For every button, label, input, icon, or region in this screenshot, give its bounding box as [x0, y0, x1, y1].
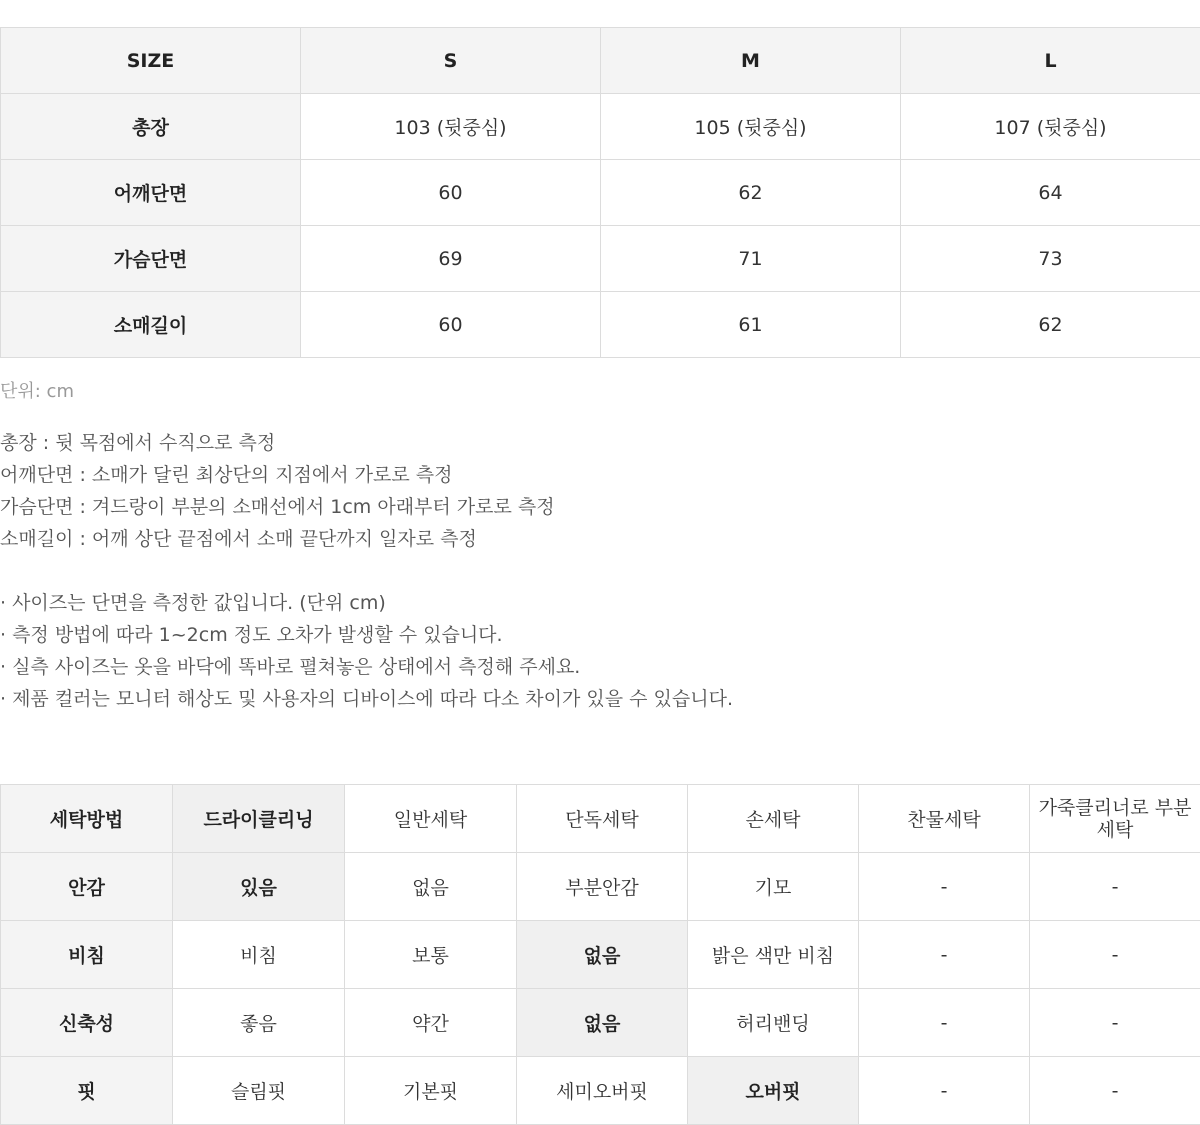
care-option: 허리밴딩 — [688, 989, 859, 1057]
care-row-stretch — [1, 989, 1200, 1057]
size-header-l: L — [901, 28, 1200, 94]
size-cell: 62 — [601, 160, 901, 226]
size-cell: 60 — [301, 160, 601, 226]
care-option: - — [859, 921, 1030, 989]
size-row-length — [1, 94, 1200, 160]
care-option: 단독세탁 — [517, 785, 688, 853]
care-option: 일반세탁 — [345, 785, 517, 853]
size-header-label: SIZE — [1, 28, 301, 94]
size-row-label: 어깨단면 — [1, 160, 301, 226]
care-option: 세미오버핏 — [517, 1057, 688, 1125]
care-option: 드라이클리닝 — [173, 785, 345, 853]
size-cell: 61 — [601, 292, 901, 358]
size-row-label: 소매길이 — [1, 292, 301, 358]
care-row-washing — [1, 785, 1200, 853]
size-cell: 71 — [601, 226, 901, 292]
care-option: - — [859, 853, 1030, 921]
size-row-label: 가슴단면 — [1, 226, 301, 292]
care-row-lining — [1, 853, 1200, 921]
size-cell: 62 — [901, 292, 1200, 358]
care-option: 약간 — [345, 989, 517, 1057]
care-row-label: 신축성 — [1, 989, 173, 1057]
care-option: - — [1030, 1057, 1200, 1125]
size-cell: 60 — [301, 292, 601, 358]
size-header-row — [1, 28, 1200, 94]
measurement-definitions — [0, 427, 555, 555]
unit-note: 단위: cm — [0, 381, 74, 402]
size-row-chest — [1, 226, 1200, 292]
size-cell: 64 — [901, 160, 1200, 226]
size-tips — [0, 587, 733, 715]
care-row-label: 안감 — [1, 853, 173, 921]
care-row-label: 핏 — [1, 1057, 173, 1125]
tip-line: · 실측 사이즈는 옷을 바닥에 똑바로 펼쳐놓은 상태에서 측정해 주세요. — [0, 656, 581, 678]
care-option: - — [859, 989, 1030, 1057]
care-option: 없음 — [517, 989, 688, 1057]
size-header-m: M — [601, 28, 901, 94]
care-row-label: 세탁방법 — [1, 785, 173, 853]
care-option: 밝은 색만 비침 — [688, 921, 859, 989]
care-option: 없음 — [517, 921, 688, 989]
care-option: 슬림핏 — [173, 1057, 345, 1125]
size-cell: 107 (뒷중심) — [901, 94, 1200, 160]
size-table — [0, 27, 1200, 358]
care-option: - — [1030, 853, 1200, 921]
size-cell: 73 — [901, 226, 1200, 292]
size-cell: 105 (뒷중심) — [601, 94, 901, 160]
care-option: 가죽클리너로 부분세탁 — [1030, 785, 1200, 853]
care-row-sheerness — [1, 921, 1200, 989]
size-cell: 103 (뒷중심) — [301, 94, 601, 160]
care-option: - — [859, 1057, 1030, 1125]
care-option: 부분안감 — [517, 853, 688, 921]
care-option: 좋음 — [173, 989, 345, 1057]
care-option: - — [1030, 989, 1200, 1057]
size-row-sleeve — [1, 292, 1200, 358]
size-cell: 69 — [301, 226, 601, 292]
care-option: 보통 — [345, 921, 517, 989]
care-option: 오버핏 — [688, 1057, 859, 1125]
care-option: - — [1030, 921, 1200, 989]
care-row-fit — [1, 1057, 1200, 1125]
tip-line: · 사이즈는 단면을 측정한 값입니다. (단위 cm) — [0, 592, 386, 614]
care-table — [0, 784, 1200, 1125]
care-option: 기모 — [688, 853, 859, 921]
size-header-s: S — [301, 28, 601, 94]
care-row-label: 비침 — [1, 921, 173, 989]
definition-line: 어깨단면 : 소매가 달린 최상단의 지점에서 가로로 측정 — [0, 464, 453, 486]
definition-line: 총장 : 뒷 목점에서 수직으로 측정 — [0, 432, 276, 454]
care-option: 손세탁 — [688, 785, 859, 853]
care-option: 찬물세탁 — [859, 785, 1030, 853]
size-row-label: 총장 — [1, 94, 301, 160]
definition-line: 가슴단면 : 겨드랑이 부분의 소매선에서 1cm 아래부터 가로로 측정 — [0, 496, 555, 518]
size-row-shoulder — [1, 160, 1200, 226]
care-option: 있음 — [173, 853, 345, 921]
definition-line: 소매길이 : 어깨 상단 끝점에서 소매 끝단까지 일자로 측정 — [0, 528, 477, 550]
tip-line: · 제품 컬러는 모니터 해상도 및 사용자의 디바이스에 따라 다소 차이가 있을 수 있습니다. — [0, 688, 733, 710]
care-option: 없음 — [345, 853, 517, 921]
care-option: 기본핏 — [345, 1057, 517, 1125]
tip-line: · 측정 방법에 따라 1~2cm 정도 오차가 발생할 수 있습니다. — [0, 624, 503, 646]
care-option: 비침 — [173, 921, 345, 989]
